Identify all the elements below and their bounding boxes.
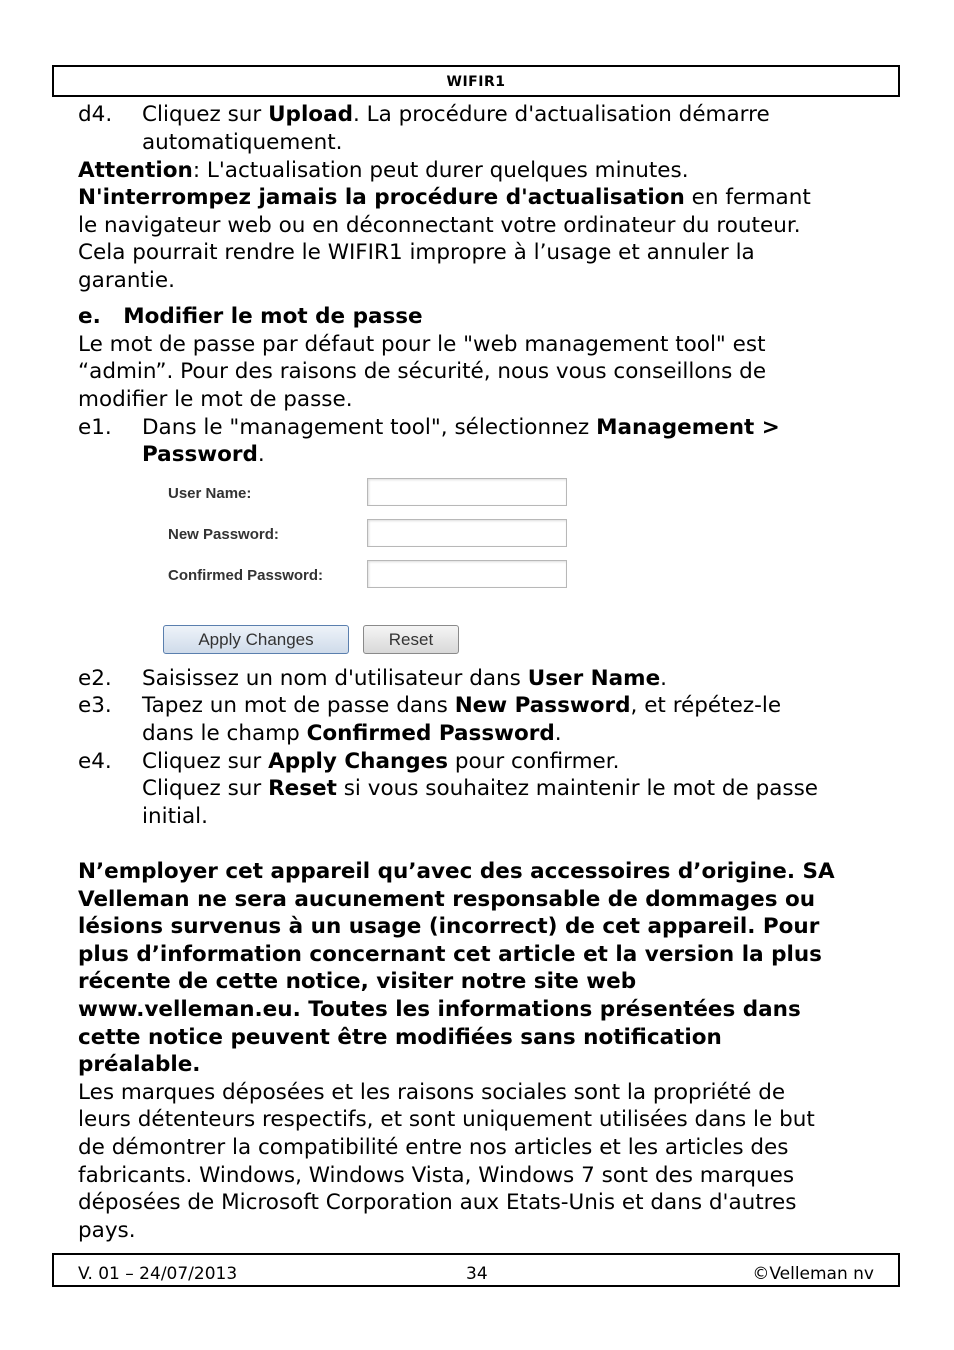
step-e4-line3: initial.	[142, 804, 208, 829]
attention-line5: garantie.	[78, 268, 175, 293]
step-e1-number: e1.	[78, 415, 112, 440]
step-e2-text: Saisissez un nom d'utilisateur dans User Name.	[142, 666, 667, 691]
step-d4-text: Cliquez sur Upload. La procédure d'actualisation démarre	[142, 102, 770, 127]
section-heading: e. Modifier le mot de passe	[78, 304, 423, 329]
disclaimer-line: lésions survenus à un usage (incorrect) de cet appareil. Pour	[78, 914, 820, 939]
trademark-line: Les marques déposées et les raisons sociales sont la propriété de	[78, 1080, 786, 1105]
reset-button[interactable]: Reset	[363, 625, 459, 654]
step-e4-text: Cliquez sur Apply Changes pour confirmer.	[142, 749, 620, 774]
section-paragraph-line1: Le mot de passe par défaut pour le "web management tool" est	[78, 332, 766, 357]
confirmed-password-input[interactable]	[367, 560, 567, 588]
step-e3-number: e3.	[78, 693, 112, 718]
disclaimer-line: plus d’information concernant cet article et la version la plus	[78, 942, 822, 967]
disclaimer-line: Velleman ne sera aucunement responsable de dommages ou	[78, 887, 816, 912]
step-d4-line2: automatiquement.	[142, 130, 343, 155]
step-d4-number: d4.	[78, 102, 113, 127]
confirmed-password-label: Confirmed Password:	[168, 567, 324, 584]
section-paragraph-line3: modifier le mot de passe.	[78, 387, 353, 412]
step-e4-line2: Cliquez sur Reset si vous souhaitez maintenir le mot de passe	[142, 776, 819, 801]
step-e1-text: Dans le "management tool", sélectionnez Management >	[142, 415, 780, 440]
step-e4-number: e4.	[78, 749, 112, 774]
attention-line4: Cela pourrait rendre le WIFIR1 impropre à l’usage et annuler la	[78, 240, 755, 265]
apply-changes-button[interactable]: Apply Changes	[163, 625, 349, 654]
disclaimer-line: cette notice peuvent être modifiées sans notification	[78, 1025, 722, 1050]
new-password-input[interactable]	[367, 519, 567, 547]
section-paragraph-line2: “admin”. Pour des raisons de sécurité, nous vous conseillons de	[78, 359, 767, 384]
disclaimer-line: préalable.	[78, 1052, 201, 1077]
step-e2-number: e2.	[78, 666, 112, 691]
disclaimer-line: récente de cette notice, visiter notre site web	[78, 969, 637, 994]
trademark-line: pays.	[78, 1218, 136, 1243]
attention-note: Attention: L'actualisation peut durer quelques minutes.	[78, 158, 689, 183]
footer-page-number: 34	[466, 1264, 488, 1284]
page-footer	[52, 1253, 900, 1287]
trademark-line: déposées de Microsoft Corporation aux Etats-Unis et dans d'autres	[78, 1190, 797, 1215]
step-e1-line2: Password.	[142, 442, 265, 467]
attention-warning: N'interrompez jamais la procédure d'actualisation en fermant	[78, 185, 811, 210]
footer-copyright: ©Velleman nv	[752, 1264, 874, 1284]
trademark-line: leurs détenteurs respectifs, et sont uniquement utilisées dans le but	[78, 1107, 815, 1132]
new-password-label: New Password:	[168, 526, 279, 543]
footer-version: V. 01 – 24/07/2013	[78, 1264, 238, 1284]
trademark-line: fabricants. Windows, Windows Vista, Windows 7 sont des marques	[78, 1163, 795, 1188]
page-header	[52, 65, 900, 97]
disclaimer-line: www.velleman.eu. Toutes les informations présentées dans	[78, 997, 801, 1022]
step-e3-line2: dans le champ Confirmed Password.	[142, 721, 562, 746]
trademark-line: de démontrer la compatibilité entre nos articles et les articles des	[78, 1135, 789, 1160]
attention-line3: le navigateur web ou en déconnectant votre ordinateur du routeur.	[78, 213, 801, 238]
password-form	[156, 470, 576, 665]
user-name-input[interactable]	[367, 478, 567, 506]
step-e3-text: Tapez un mot de passe dans New Password, et répétez-le	[142, 693, 782, 718]
disclaimer-line: N’employer cet appareil qu’avec des accessoires d’origine. SA	[78, 859, 835, 884]
header-title: WIFIR1	[446, 74, 506, 90]
user-name-label: User Name:	[168, 485, 252, 502]
